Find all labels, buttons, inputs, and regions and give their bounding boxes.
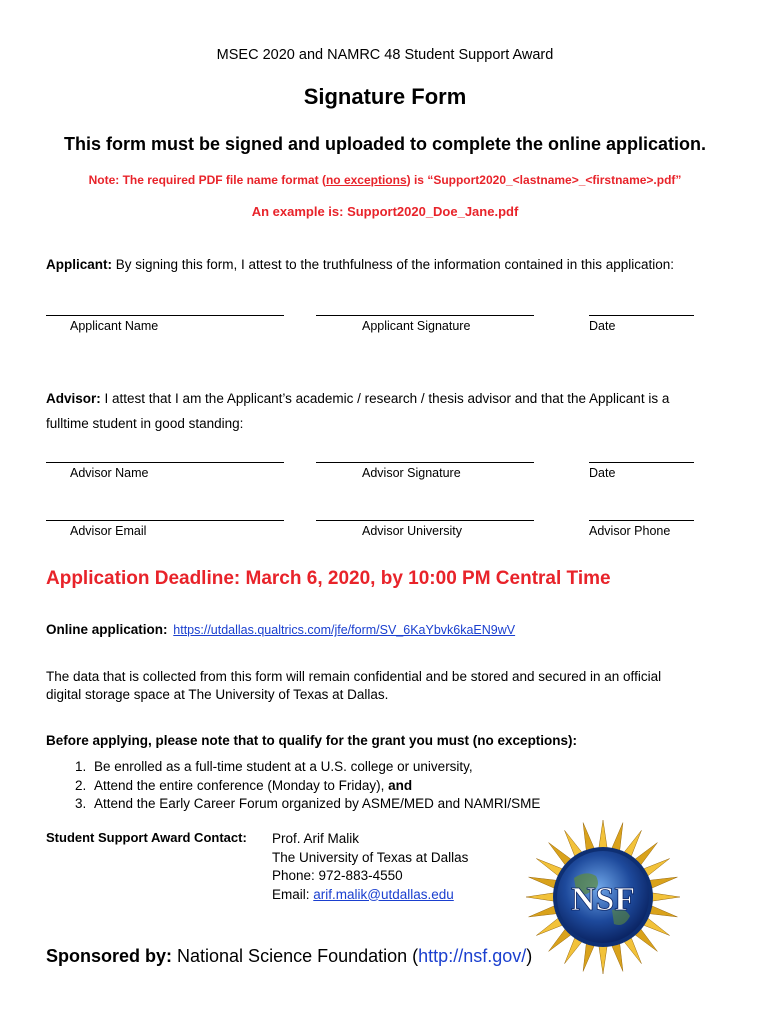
nsf-ray [611,942,623,971]
requirement-item-1 [90,758,540,777]
requirement-item-3 [90,795,540,814]
nsf-ray [599,945,608,974]
contact-email-row [272,886,468,905]
advisor-statement-line1 [46,391,669,406]
contact-name: Prof. Arif Malik [272,831,360,846]
advisor-university-label: Advisor University [362,524,463,538]
privacy-line1: The data that is collected from this form will remain confidential and be stored and secured in an official [46,669,662,684]
event-title: MSEC 2020 and NAMRC 48 Student Support Award [216,47,554,63]
privacy-line2: digital storage space at The University of Texas at Dallas. [46,687,389,702]
nsf-ray [583,823,595,852]
requirement-item-2 [90,777,540,796]
form-title: Signature Form [303,84,467,109]
advisor-email-label: Advisor Email [70,524,147,538]
applicant-text: By signing this form, I attest to the truthfulness of the information contained in this application: [112,257,675,272]
applicant-signature-label: Applicant Signature [362,319,471,333]
nsf-ray [583,942,595,971]
nsf-logo [524,818,682,976]
requirement-text-1: Be enrolled as a full-time student at a U.S. college or university, [94,759,473,774]
applicant-date-line[interactable] [589,315,694,316]
advisor-signature-label: Advisor Signature [362,466,461,480]
requirements-list [46,758,540,814]
nsf-ray [526,893,555,902]
online-application [46,622,515,637]
advisor-statement-line2: fulltime student in good standing: [46,416,244,431]
sponsor-text: National Science Foundation ( [172,946,419,966]
filename-note [0,173,770,187]
advisor-phone-label: Advisor Phone [589,524,671,538]
requirement-text-2: Attend the entire conference (Monday to Friday), [94,777,389,793]
nsf-ray [648,877,677,889]
advisor-name-line[interactable] [46,462,284,463]
applicant-statement [46,257,674,272]
privacy-statement [46,668,661,704]
application-deadline: Application Deadline: March 6, 2020, by 10:00 PM Central Time [46,568,611,589]
requirements-heading: Before applying, please note that to qualify for the grant you must (no exceptions): [46,733,578,748]
note-suffix: ) is “Support2020_<lastname>_<firstname>.pdf” [406,173,682,187]
filename-example: An example is: Support2020_Doe_Jane.pdf [251,204,519,219]
applicant-name-label: Applicant Name [70,319,159,333]
nsf-ray [529,905,558,917]
note-no-exceptions: no exceptions [325,173,407,187]
applicant-date-label: Date [589,319,616,333]
sponsor-close: ) [526,946,533,966]
contact-phone: Phone: 972-883-4550 [272,868,403,883]
advisor-email-line[interactable] [46,520,284,521]
sponsor-line [46,946,532,967]
nsf-logo-text: NSF [570,881,636,918]
online-application-label: Online application: [46,622,168,637]
nsf-ray [611,823,623,852]
advisor-text: I attest that I am the Applicant’s academic / research / thesis advisor and that the Applicant is a [100,391,670,406]
nsf-ray [529,877,558,889]
contact-block [272,830,468,904]
applicant-name-line[interactable] [46,315,284,316]
contact-email-link[interactable]: arif.malik@utdallas.edu [313,886,454,902]
advisor-signature-line[interactable] [316,462,534,463]
advisor-date-label: Date [589,466,616,480]
contact-org: The University of Texas at Dallas [272,849,469,865]
requirement-and: and [388,777,413,793]
note-prefix: Note: The required PDF file name format ( [88,173,326,187]
requirement-text-3: Attend the Early Career Forum organized by ASME/MED and NAMRI/SME [94,796,541,811]
sponsor-link[interactable]: http://nsf.gov/ [418,946,527,966]
contact-label: Student Support Award Contact: [46,830,247,845]
nsf-ray [648,905,677,917]
nsf-ray [599,820,608,849]
applicant-signature-line[interactable] [316,315,534,316]
advisor-phone-line[interactable] [589,520,694,521]
sponsor-label: Sponsored by: [46,946,173,966]
nsf-seal-icon [524,818,682,976]
advisor-name-label: Advisor Name [70,466,149,480]
online-application-link[interactable]: https://utdallas.qualtrics.com/jfe/form/SV_6KaYbvk6kaEN9wV [173,623,516,637]
advisor-university-line[interactable] [316,520,534,521]
nsf-ray [651,893,680,902]
applicant-label: Applicant: [46,257,112,272]
contact-email-label: Email: [272,886,314,902]
instruction-text: This form must be signed and uploaded to complete the online application. [63,134,707,154]
advisor-label: Advisor: [46,391,101,406]
advisor-date-line[interactable] [589,462,694,463]
